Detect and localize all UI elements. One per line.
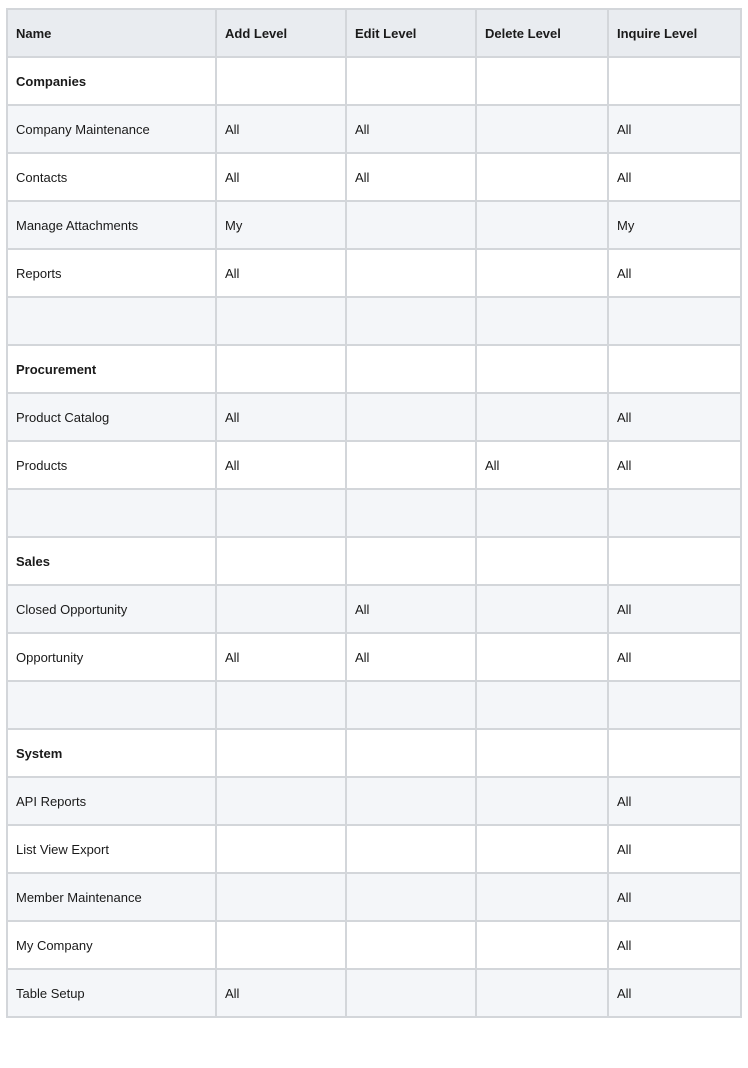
cell-edit-level [346, 249, 476, 297]
section-header-row [7, 729, 741, 777]
cell-edit-level [346, 729, 476, 777]
cell-add-level [216, 585, 346, 633]
table-row [7, 825, 741, 873]
table-row [7, 393, 741, 441]
cell-add-level [216, 777, 346, 825]
table-row [7, 921, 741, 969]
column-header-name: Name [7, 9, 216, 57]
cell-inquire-level: All [608, 633, 741, 681]
cell-name: Opportunity [7, 633, 216, 681]
table-row [7, 105, 741, 153]
cell-delete-level: All [476, 441, 608, 489]
table-row [7, 633, 741, 681]
cell-inquire-level [608, 489, 741, 537]
cell-inquire-level: All [608, 969, 741, 1017]
cell-delete-level [476, 393, 608, 441]
cell-delete-level [476, 201, 608, 249]
cell-edit-level [346, 777, 476, 825]
cell-edit-level [346, 489, 476, 537]
cell-delete-level [476, 633, 608, 681]
cell-edit-level [346, 441, 476, 489]
cell-name: Company Maintenance [7, 105, 216, 153]
cell-edit-level: All [346, 153, 476, 201]
cell-inquire-level: All [608, 249, 741, 297]
table-row [7, 441, 741, 489]
table-row [7, 153, 741, 201]
cell-delete-level [476, 345, 608, 393]
table-body [7, 57, 741, 1017]
cell-name: My Company [7, 921, 216, 969]
cell-add-level: All [216, 633, 346, 681]
cell-inquire-level [608, 681, 741, 729]
cell-name [7, 297, 216, 345]
cell-delete-level [476, 489, 608, 537]
cell-name: Member Maintenance [7, 873, 216, 921]
cell-delete-level [476, 153, 608, 201]
cell-edit-level [346, 57, 476, 105]
cell-name: Table Setup [7, 969, 216, 1017]
cell-edit-level [346, 537, 476, 585]
cell-name [7, 489, 216, 537]
cell-inquire-level [608, 297, 741, 345]
cell-delete-level [476, 105, 608, 153]
cell-edit-level [346, 681, 476, 729]
cell-add-level [216, 489, 346, 537]
header-row [7, 9, 741, 57]
cell-name: API Reports [7, 777, 216, 825]
table-row [7, 777, 741, 825]
cell-edit-level [346, 873, 476, 921]
cell-inquire-level: All [608, 393, 741, 441]
cell-add-level: All [216, 153, 346, 201]
cell-add-level [216, 57, 346, 105]
cell-edit-level [346, 345, 476, 393]
cell-inquire-level: All [608, 777, 741, 825]
cell-inquire-level: All [608, 825, 741, 873]
cell-name: Reports [7, 249, 216, 297]
cell-delete-level [476, 969, 608, 1017]
cell-add-level: All [216, 441, 346, 489]
cell-delete-level [476, 249, 608, 297]
cell-name: Contacts [7, 153, 216, 201]
cell-name: Product Catalog [7, 393, 216, 441]
cell-inquire-level: All [608, 441, 741, 489]
cell-inquire-level: All [608, 921, 741, 969]
cell-delete-level [476, 729, 608, 777]
spacer-row [7, 681, 741, 729]
table-row [7, 969, 741, 1017]
cell-add-level [216, 921, 346, 969]
cell-delete-level [476, 873, 608, 921]
table-row [7, 249, 741, 297]
cell-edit-level [346, 393, 476, 441]
permissions-table [6, 8, 742, 1018]
cell-add-level [216, 297, 346, 345]
table-row [7, 201, 741, 249]
cell-name: Products [7, 441, 216, 489]
cell-name: Manage Attachments [7, 201, 216, 249]
spacer-row [7, 297, 741, 345]
cell-inquire-level [608, 57, 741, 105]
cell-delete-level [476, 585, 608, 633]
cell-add-level [216, 873, 346, 921]
cell-inquire-level: All [608, 105, 741, 153]
cell-add-level: All [216, 249, 346, 297]
cell-inquire-level: My [608, 201, 741, 249]
cell-add-level: My [216, 201, 346, 249]
cell-add-level: All [216, 105, 346, 153]
cell-edit-level: All [346, 105, 476, 153]
cell-inquire-level [608, 537, 741, 585]
cell-name: Closed Opportunity [7, 585, 216, 633]
section-header-row [7, 345, 741, 393]
cell-delete-level [476, 825, 608, 873]
section-header-row [7, 57, 741, 105]
cell-name: Companies [7, 57, 216, 105]
cell-add-level [216, 345, 346, 393]
table-row [7, 873, 741, 921]
cell-add-level: All [216, 393, 346, 441]
cell-delete-level [476, 297, 608, 345]
cell-add-level [216, 825, 346, 873]
cell-edit-level: All [346, 585, 476, 633]
cell-delete-level [476, 681, 608, 729]
cell-delete-level [476, 537, 608, 585]
column-header-edit-level: Edit Level [346, 9, 476, 57]
cell-add-level: All [216, 969, 346, 1017]
cell-edit-level [346, 825, 476, 873]
cell-edit-level [346, 201, 476, 249]
table-row [7, 585, 741, 633]
cell-edit-level [346, 969, 476, 1017]
column-header-add-level: Add Level [216, 9, 346, 57]
cell-delete-level [476, 57, 608, 105]
section-header-row [7, 537, 741, 585]
cell-edit-level [346, 297, 476, 345]
column-header-inquire-level: Inquire Level [608, 9, 741, 57]
cell-delete-level [476, 777, 608, 825]
column-header-delete-level: Delete Level [476, 9, 608, 57]
spacer-row [7, 489, 741, 537]
cell-inquire-level: All [608, 873, 741, 921]
cell-edit-level [346, 921, 476, 969]
cell-inquire-level: All [608, 585, 741, 633]
cell-name: Procurement [7, 345, 216, 393]
cell-add-level [216, 729, 346, 777]
cell-inquire-level: All [608, 153, 741, 201]
table-header [7, 9, 741, 57]
cell-name: Sales [7, 537, 216, 585]
cell-inquire-level [608, 345, 741, 393]
cell-name [7, 681, 216, 729]
cell-add-level [216, 537, 346, 585]
cell-inquire-level [608, 729, 741, 777]
cell-name: List View Export [7, 825, 216, 873]
cell-add-level [216, 681, 346, 729]
cell-edit-level: All [346, 633, 476, 681]
cell-delete-level [476, 921, 608, 969]
cell-name: System [7, 729, 216, 777]
